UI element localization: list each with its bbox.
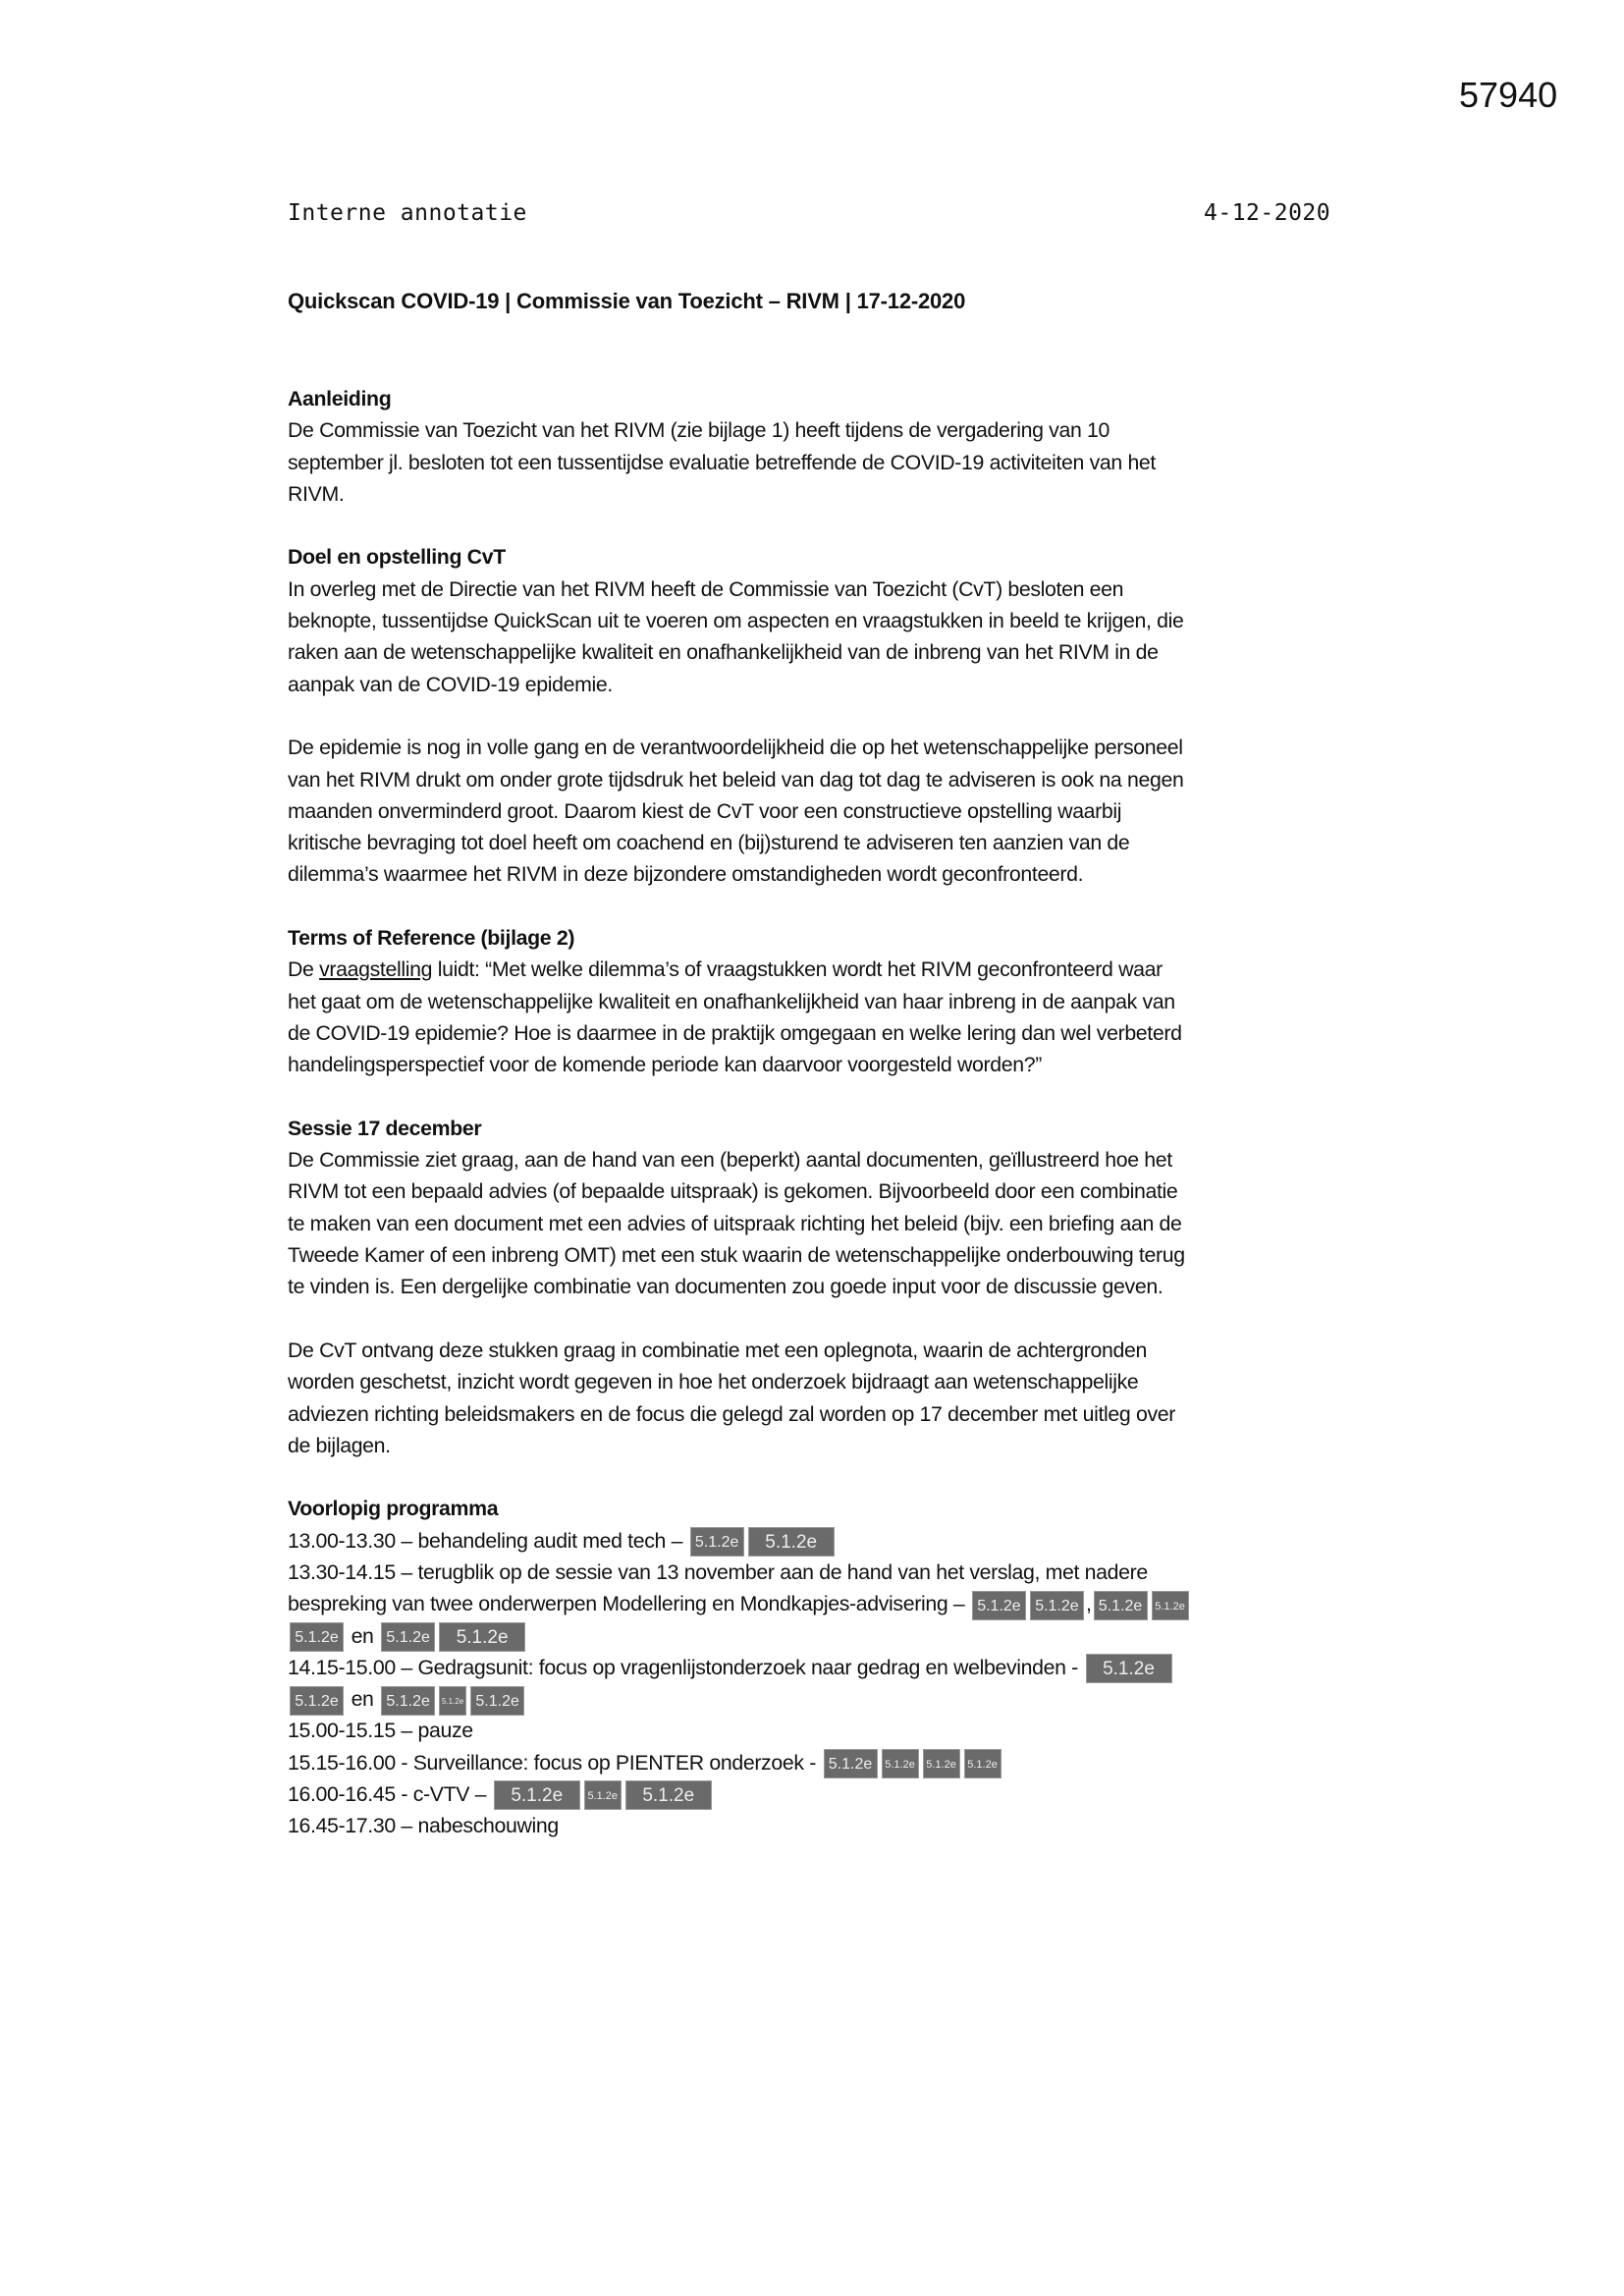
- text-segment: te vinden is. Een dergelijke combinatie van documenten zou goede input voor de discussie geven.: [288, 1275, 1164, 1299]
- text-line: [288, 986, 1358, 1017]
- redaction-box: 5.1.2e: [824, 1749, 878, 1778]
- document-body: [288, 383, 1358, 1842]
- text-line: [288, 447, 1358, 478]
- document-number: 57940: [1459, 75, 1558, 115]
- text-segment: raken aan de wetenschappelijke kwaliteit en onafhankelijkheid van de inbreng van het RIVM in de: [288, 640, 1159, 665]
- redaction-box: 5.1.2e: [690, 1527, 744, 1557]
- text-segment: luidt: “Met welke dilemma’s of vraagstukken wordt het RIVM geconfronteerd waar: [432, 957, 1163, 982]
- text-line: [288, 764, 1358, 795]
- text-line: [288, 636, 1358, 668]
- header-date: 4-12-2020: [1204, 200, 1331, 226]
- text-segment: aanpak van de COVID-19 epidemie.: [288, 672, 613, 696]
- text-segment: te maken van een document met een advies of uitspraak richting het beleid (bijv. een briefing aan de: [288, 1211, 1182, 1235]
- text-line: [288, 1557, 1358, 1588]
- redaction-box: 5.1.2e: [494, 1780, 580, 1810]
- text-segment: Terms of Reference (bijlage 2): [288, 926, 575, 951]
- redaction-box: 5.1.2e: [1094, 1591, 1148, 1620]
- text-segment: de COVID-19 epidemie? Hoe is daarmee in de praktijk omgegaan en welke lering dan wel verbeterd: [288, 1020, 1182, 1045]
- redaction-box: 5.1.2e: [439, 1622, 525, 1652]
- text-line: [288, 827, 1358, 858]
- text-line: [288, 1398, 1358, 1430]
- section-heading: [288, 1493, 1358, 1524]
- text-line: [288, 1652, 1358, 1683]
- blank-line: [288, 1461, 1358, 1493]
- section-heading: [288, 541, 1358, 573]
- text-line: [288, 732, 1358, 763]
- text-line: [288, 1430, 1358, 1461]
- text-line: [288, 1017, 1358, 1049]
- text-segment: De Commissie ziet graag, aan de hand van een (beperkt) aantal documenten, geïllustreerd hoe het: [288, 1148, 1172, 1173]
- redaction-box: 5.1.2e: [290, 1622, 344, 1652]
- text-line: [288, 1778, 1358, 1810]
- text-line: [288, 1715, 1358, 1746]
- text-line: [288, 1175, 1358, 1207]
- redaction-box: 5.1.2e: [439, 1686, 466, 1716]
- redaction-box: 5.1.2e: [964, 1749, 1001, 1778]
- section-heading: [288, 922, 1358, 954]
- text-segment: handelingsperspectief voor de komende periode kan daarvoor voorgesteld worden?”: [288, 1053, 1042, 1077]
- text-line: [288, 1810, 1358, 1841]
- text-line: [288, 1208, 1358, 1239]
- text-segment: Tweede Kamer of een inbreng OMT) met een stuk waarin de wetenschappelijke onderbouwing terug: [288, 1243, 1185, 1268]
- text-segment: De epidemie is nog in volle gang en de verantwoordelijkheid die op het wetenschappelijke personeel: [288, 736, 1183, 760]
- redaction-box: 5.1.2e: [748, 1527, 835, 1557]
- text-segment: De: [288, 957, 320, 982]
- text-line: [288, 414, 1358, 446]
- text-line: [288, 1049, 1358, 1080]
- text-segment: september jl. besloten tot een tussentijdse evaluatie betreffende de COVID-19 activiteiten van het: [288, 450, 1156, 474]
- text-line: [288, 605, 1358, 636]
- blank-line: [288, 1081, 1358, 1113]
- text-segment: en: [346, 1623, 380, 1648]
- text-segment: In overleg met de Directie van het RIVM heeft de Commissie van Toezicht (CvT) besloten een: [288, 576, 1124, 601]
- text-segment: RIVM tot een bepaald advies (of bepaalde uitspraak) is gekomen. Bijvoorbeeld door een combinatie: [288, 1179, 1178, 1204]
- text-segment: adviezen richting beleidsmakers en de focus die gelegd zal worden op 17 december met uitleg over: [288, 1401, 1176, 1426]
- text-segment: dilemma’s waarmee het RIVM in deze bijzondere omstandigheden wordt geconfronteerd.: [288, 862, 1084, 887]
- text-line: [288, 1271, 1358, 1302]
- text-line: [288, 1144, 1358, 1175]
- text-segment: Voorlopig programma: [288, 1497, 499, 1521]
- text-segment: 13.00-13.30 – behandeling audit med tech –: [288, 1528, 688, 1553]
- blank-line: [288, 510, 1358, 541]
- text-segment: 13.30-14.15 – terugblik op de sessie van 13 november aan de hand van het verslag, met nadere: [288, 1559, 1148, 1584]
- text-segment: RIVM.: [288, 481, 345, 506]
- text-line: [288, 795, 1358, 827]
- text-segment: kritische bevraging tot doel heeft om coachend en (bij)sturend te adviseren ten aanzien van de: [288, 831, 1130, 855]
- text-segment: 14.15-15.00 – Gedragsunit: focus op vragenlijstonderzoek naar gedrag en welbevinden -: [288, 1655, 1084, 1679]
- redaction-box: 5.1.2e: [1152, 1591, 1189, 1620]
- text-segment: maanden onverminderd groot. Daarom kiest de CvT voor een constructieve opstelling waarbij: [288, 798, 1122, 823]
- redaction-box: 5.1.2e: [923, 1749, 960, 1778]
- text-line: [288, 478, 1358, 510]
- redaction-box: 5.1.2e: [1030, 1591, 1084, 1620]
- text-segment: en: [346, 1687, 380, 1712]
- redaction-box: 5.1.2e: [882, 1749, 919, 1778]
- text-segment: Doel en opstelling CvT: [288, 545, 506, 570]
- text-segment: Aanleiding: [288, 387, 392, 410]
- text-segment: het gaat om de wetenschappelijke kwaliteit en onafhankelijkheid van haar inbreng in de aanpak van: [288, 989, 1175, 1013]
- text-line: [288, 954, 1358, 985]
- redaction-box: 5.1.2e: [1086, 1654, 1172, 1683]
- blank-line: [288, 700, 1358, 732]
- text-line: [288, 1239, 1358, 1271]
- text-segment: ,: [1085, 1592, 1092, 1616]
- redaction-box: 5.1.2e: [584, 1780, 622, 1810]
- text-segment: 15.00-15.15 – pauze: [288, 1719, 473, 1743]
- redaction-box: 5.1.2e: [290, 1686, 344, 1716]
- redaction-box: 5.1.2e: [625, 1780, 712, 1810]
- text-line: [288, 1620, 1358, 1652]
- text-line: [288, 1747, 1358, 1778]
- header-label: Interne annotatie: [288, 200, 527, 226]
- text-line: [288, 574, 1358, 605]
- redaction-box: 5.1.2e: [381, 1686, 435, 1716]
- text-line: [288, 1366, 1358, 1397]
- text-segment: 15.15-16.00 - Surveillance: focus op PIENTER onderzoek -: [288, 1750, 822, 1775]
- blank-line: [288, 1303, 1358, 1335]
- text-segment: 16.45-17.30 – nabeschouwing: [288, 1814, 559, 1838]
- text-segment: Sessie 17 december: [288, 1116, 482, 1140]
- text-segment: bespreking van twee onderwerpen Modellering en Mondkapjes-advisering –: [288, 1592, 970, 1616]
- text-line: [288, 1525, 1358, 1557]
- text-line: [288, 1335, 1358, 1366]
- text-segment: De Commissie van Toezicht van het RIVM (zie bijlage 1) heeft tijdens de vergadering van 10: [288, 418, 1110, 443]
- text-segment: De CvT ontvang deze stukken graag in combinatie met een oplegnota, waarin de achtergronden: [288, 1338, 1147, 1362]
- text-segment: 16.00-16.45 - c-VTV –: [288, 1782, 492, 1807]
- redaction-box: 5.1.2e: [470, 1686, 524, 1716]
- section-heading: [288, 1113, 1358, 1144]
- text-segment: worden geschetst, inzicht wordt gegeven in hoe het onderzoek bijdraagt aan wetenschappelijke: [288, 1370, 1139, 1394]
- redaction-box: 5.1.2e: [381, 1622, 435, 1652]
- text-line: [288, 1683, 1358, 1715]
- underlined-text: vraagstelling: [319, 957, 433, 982]
- text-segment: beknopte, tussentijdse QuickScan uit te voeren om aspecten en vraagstukken in beeld te krijgen, die: [288, 609, 1184, 633]
- document-title: Quickscan COVID-19 | Commissie van Toezicht – RIVM | 17-12-2020: [288, 289, 966, 313]
- text-line: [288, 1588, 1358, 1619]
- text-segment: van het RIVM drukt om onder grote tijdsdruk het beleid van dag tot dag te adviseren is ook na negen: [288, 767, 1184, 792]
- text-line: [288, 669, 1358, 700]
- text-line: [288, 858, 1358, 890]
- redaction-box: 5.1.2e: [972, 1591, 1026, 1620]
- blank-line: [288, 891, 1358, 922]
- section-heading: [288, 383, 1358, 414]
- text-segment: de bijlagen.: [288, 1433, 391, 1457]
